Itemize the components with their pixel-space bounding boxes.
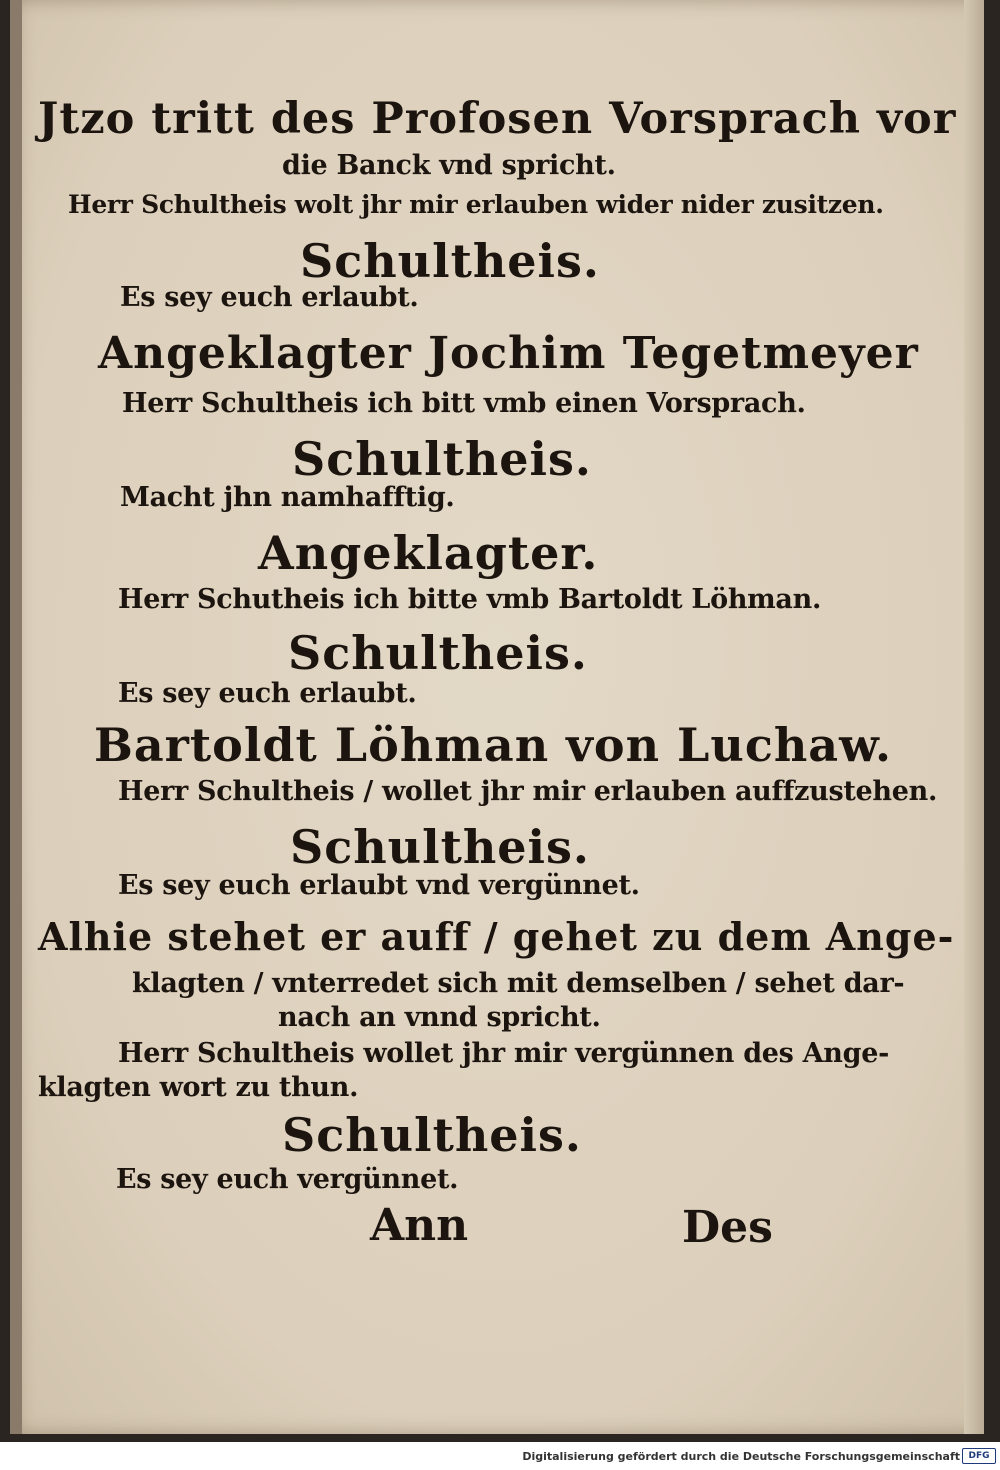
speaker-name: Schultheis. bbox=[290, 820, 590, 874]
book-page bbox=[10, 0, 984, 1434]
stage-direction: Alhie stehet er auff / gehet zu dem Ange- bbox=[38, 914, 955, 959]
page-text bbox=[10, 0, 984, 1434]
signature-mark: Ann bbox=[370, 1200, 469, 1251]
speaker-name: Angeklagter. bbox=[258, 526, 599, 580]
speaker-name: Bartoldt Löhman von Luchaw. bbox=[94, 718, 893, 772]
speaker-name: Schultheis. bbox=[288, 626, 588, 680]
text-line: Es sey euch erlaubt vnd vergünnet. bbox=[118, 870, 640, 901]
text-line: Herr Schutheis ich bitte vmb Bartoldt Löhman. bbox=[118, 584, 822, 615]
text-line: Es sey euch vergünnet. bbox=[116, 1164, 459, 1195]
footer-bar bbox=[0, 1442, 1000, 1470]
speaker-name: Schultheis. bbox=[300, 234, 600, 288]
text-line: Herr Schultheis ich bitt vmb einen Vorsprach. bbox=[122, 388, 806, 419]
dfg-logo: DFG bbox=[962, 1448, 996, 1464]
text-line: Es sey euch erlaubt. bbox=[118, 678, 417, 709]
text-line: Es sey euch erlaubt. bbox=[120, 282, 419, 313]
text-line: Herr Schultheis wolt jhr mir erlauben wider nider zusitzen. bbox=[68, 190, 884, 219]
text-line: Herr Schultheis / wollet jhr mir erlauben auffzustehen. bbox=[118, 776, 938, 807]
text-line: nach an vnnd spricht. bbox=[278, 1002, 601, 1033]
speaker-name: Schultheis. bbox=[292, 432, 592, 486]
stage-direction: Jtzo tritt des Profosen Vorsprach vor bbox=[38, 94, 957, 144]
text-line: Macht jhn namhafftig. bbox=[120, 482, 455, 513]
text-line: klagten / vnterredet sich mit demselben / sehet dar- bbox=[132, 968, 905, 999]
text-line: die Banck vnd spricht. bbox=[282, 150, 616, 181]
speaker-name: Schultheis. bbox=[282, 1108, 582, 1162]
text-line: Herr Schultheis wollet jhr mir vergünnen des Ange- bbox=[118, 1038, 889, 1069]
text-line: klagten wort zu thun. bbox=[38, 1072, 359, 1103]
catchword: Des bbox=[682, 1202, 773, 1253]
speaker-name: Angeklagter Jochim Tegetmeyer bbox=[98, 328, 919, 379]
funding-credit: Digitalisierung gefördert durch die Deutsche Forschungsgemeinschaft bbox=[522, 1450, 960, 1463]
